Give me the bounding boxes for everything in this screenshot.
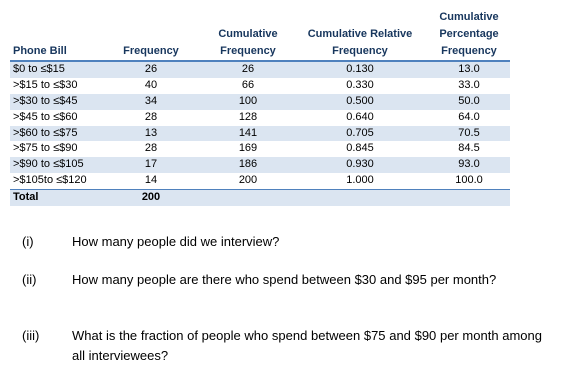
cell-cumulative-percentage: 70.5 (458, 126, 480, 139)
cell-phone-bill: >$15 to ≤$30 (13, 78, 78, 91)
cell-phone-bill: >$90 to ≤$105 (13, 158, 84, 171)
table-body (10, 62, 510, 206)
cell-cumulative-relative-frequency: 0.330 (346, 78, 374, 91)
table-row (10, 94, 510, 110)
question-text: How many people did we interview? (72, 234, 280, 249)
cell-cumulative-percentage: 50.0 (458, 94, 480, 107)
cell-cumulative-frequency: 100 (238, 94, 258, 107)
table-row (10, 126, 510, 142)
cell-cumulative-relative-frequency: 0.130 (346, 63, 374, 75)
question-number: (i) (22, 234, 34, 249)
question-text: What is the fraction of people who spend between $75 and $90 per month among all interviewees? (72, 328, 542, 363)
table-header (10, 8, 510, 60)
cell-cumulative-relative-frequency: 0.705 (346, 126, 374, 139)
question-text: How many people are there who spend between $30 and $95 per month? (72, 272, 497, 287)
header-cumulative-relative-frequency: Cumulative Relative Frequency (307, 28, 413, 57)
total-label: Total (13, 191, 39, 204)
table-row (10, 157, 510, 173)
cell-frequency: 14 (144, 174, 158, 187)
frequency-table (10, 8, 510, 206)
question-number: (iii) (22, 328, 40, 343)
cell-cumulative-frequency: 128 (238, 110, 258, 123)
question-number: (ii) (22, 272, 37, 287)
total-frequency: 200 (141, 191, 161, 204)
cell-phone-bill: >$30 to ≤$45 (13, 94, 78, 107)
cell-cumulative-frequency: 66 (241, 78, 255, 91)
cell-phone-bill: >$75 to ≤$90 (13, 142, 78, 155)
cell-cumulative-relative-frequency: 0.845 (346, 142, 374, 155)
cell-cumulative-frequency: 200 (238, 174, 258, 187)
cell-cumulative-relative-frequency: 0.930 (346, 158, 374, 171)
cell-cumulative-percentage: 84.5 (458, 142, 480, 155)
cell-frequency: 13 (144, 126, 158, 139)
cell-frequency: 28 (144, 110, 158, 123)
table-row (10, 141, 510, 157)
cell-frequency: 34 (144, 94, 158, 107)
cell-cumulative-percentage: 13.0 (458, 63, 480, 75)
cell-cumulative-frequency: 141 (238, 126, 258, 139)
cell-phone-bill: >$45 to ≤$60 (13, 110, 78, 123)
table-row (10, 78, 510, 94)
cell-cumulative-percentage: 64.0 (458, 110, 480, 123)
cell-phone-bill: >$60 to ≤$75 (13, 126, 78, 139)
cell-cumulative-relative-frequency: 1.000 (346, 174, 374, 187)
cell-cumulative-frequency: 169 (238, 142, 258, 155)
cell-cumulative-relative-frequency: 0.640 (346, 110, 374, 123)
table-row (10, 62, 510, 78)
cell-frequency: 28 (144, 142, 158, 155)
cell-cumulative-percentage: 33.0 (458, 78, 480, 91)
header-cumulative-frequency: Cumulative Frequency (218, 28, 278, 57)
cell-cumulative-frequency: 26 (241, 63, 255, 75)
table-row (10, 173, 510, 189)
cell-phone-bill: $0 to ≤$15 (13, 63, 65, 75)
table-total-row (10, 189, 510, 206)
cell-frequency: 17 (144, 158, 158, 171)
cell-cumulative-percentage: 100.0 (455, 174, 483, 187)
cell-cumulative-frequency: 186 (238, 158, 258, 171)
cell-cumulative-relative-frequency: 0.500 (346, 94, 374, 107)
cell-frequency: 40 (144, 78, 158, 91)
header-frequency: Frequency (123, 45, 179, 57)
table-row (10, 110, 510, 126)
header-cumulative-percentage-frequency: Cumulative Percentage Frequency (439, 11, 499, 57)
cell-cumulative-percentage: 93.0 (458, 158, 480, 171)
cell-frequency: 26 (144, 63, 158, 75)
cell-phone-bill: >$105to ≤$120 (13, 174, 87, 187)
header-phone-bill: Phone Bill (13, 45, 67, 57)
